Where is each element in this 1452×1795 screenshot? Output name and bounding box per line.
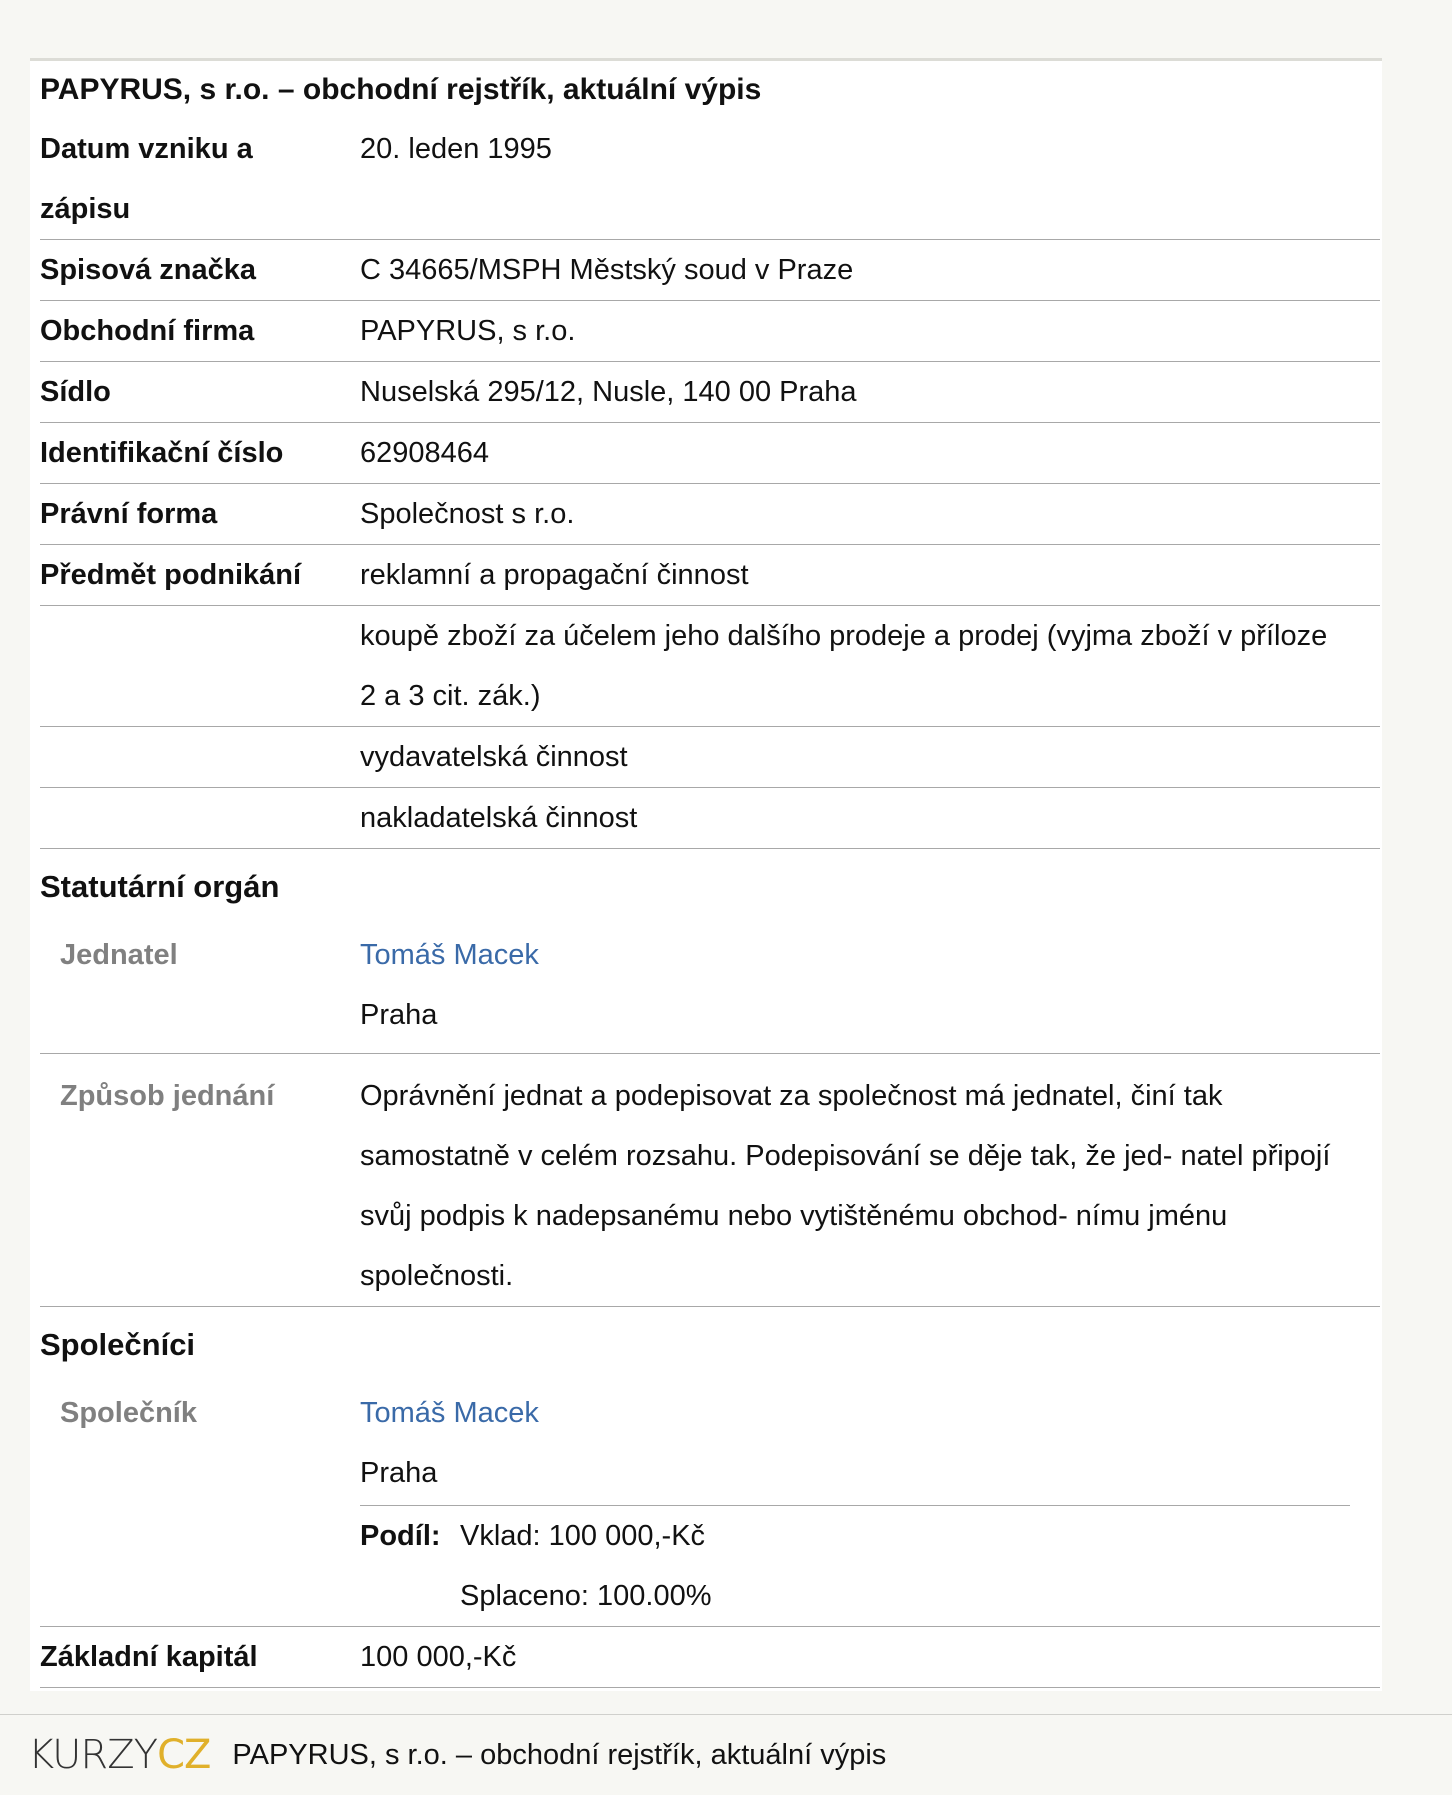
- label-ico: Identifikační číslo: [40, 437, 284, 469]
- zpusob-line: samostatně v celém rozsahu. Podepisování se děje tak, že jed- natel připojí: [360, 1140, 1331, 1172]
- value-obchodni-firma: PAPYRUS, s r.o.: [360, 315, 576, 347]
- podil-values: [460, 1506, 712, 1626]
- row-predmet-4: [40, 788, 1380, 849]
- podil-vklad: Vklad: 100 000,-Kč: [460, 1520, 706, 1552]
- label-jednatel: Jednatel: [60, 939, 178, 971]
- value-spisova-znacka: C 34665/MSPH Městský soud v Praze: [360, 254, 854, 286]
- row-zpusob-jednani: [40, 1054, 1380, 1307]
- value-ico: 62908464: [360, 437, 490, 469]
- spolecnik-name-link[interactable]: Tomáš Macek: [360, 1397, 539, 1429]
- value-predmet-line: 2 a 3 cit. zák.): [360, 680, 541, 712]
- value-datum-vzniku: 20. leden 1995: [360, 133, 552, 165]
- label-datum-vzniku: [40, 119, 360, 239]
- label-predmet-podnikani: Předmět podnikání: [40, 559, 302, 591]
- value-predmet-item: nakladatelská činnost: [360, 802, 638, 834]
- row-predmet-1: [40, 545, 1380, 606]
- value-spolecnik: [360, 1383, 1380, 1626]
- label-sidlo: Sídlo: [40, 376, 111, 408]
- label-empty: [40, 606, 360, 726]
- value-predmet-item: reklamní a propagační činnost: [360, 559, 749, 591]
- label-datum-line2: zápisu: [40, 193, 131, 225]
- zpusob-line: společnosti.: [360, 1260, 514, 1292]
- podil-splaceno: Splaceno: 100.00%: [460, 1580, 712, 1612]
- value-jednatel: [360, 925, 1380, 1053]
- footer-title: PAPYRUS, s r.o. – obchodní rejstřík, aktuální výpis: [232, 1738, 887, 1771]
- zpusob-line: svůj podpis k nadepsanému nebo vytištěnému obchod- nímu jménu: [360, 1200, 1228, 1232]
- kurzy-cz-logo[interactable]: [28, 1732, 210, 1778]
- label-empty: [40, 788, 360, 848]
- value-predmet-line: koupě zboží za účelem jeho dalšího prodeje a prodej (vyjma zboží v příloze: [360, 620, 1328, 652]
- podil-block: [360, 1505, 1350, 1626]
- cut-off-text-remnant: [360, 48, 780, 54]
- register-extract-sheet: [30, 58, 1382, 1691]
- row-obchodni-firma: [40, 301, 1380, 362]
- page-title: PAPYRUS, s r.o. – obchodní rejstřík, aktuální výpis: [40, 73, 762, 106]
- logo-part-kurzy: KURZY: [28, 1732, 158, 1778]
- register-extract-content: [40, 61, 1380, 1688]
- row-pravni-forma: [40, 484, 1380, 545]
- section-title-spolecnici: Společníci: [40, 1327, 196, 1362]
- value-sidlo: Nuselská 295/12, Nusle, 140 00 Praha: [360, 376, 857, 408]
- zpusob-line: Oprávnění jednat a podepisovat za společnost má jednatel, činí tak: [360, 1080, 1223, 1112]
- label-zpusob-jednani: Způsob jednání: [60, 1080, 275, 1112]
- label-spolecnik: Společník: [60, 1397, 197, 1429]
- value-predmet-item: [360, 606, 1380, 726]
- row-datum-vzniku: [40, 119, 1380, 240]
- jednatel-city: Praha: [360, 999, 438, 1031]
- value-predmet-item: vydavatelská činnost: [360, 741, 628, 773]
- row-predmet-2: [40, 606, 1380, 727]
- row-jednatel: [40, 925, 1380, 1054]
- row-sidlo: [40, 362, 1380, 423]
- row-spisova-znacka: [40, 240, 1380, 301]
- value-zakladni-kapital: 100 000,-Kč: [360, 1641, 517, 1673]
- row-ico: [40, 423, 1380, 484]
- label-obchodni-firma: Obchodní firma: [40, 315, 255, 347]
- label-datum-line1: Datum vzniku a: [40, 133, 253, 165]
- value-zpusob-jednani: [360, 1066, 1380, 1306]
- section-title-statutarni-organ: Statutární orgán: [40, 869, 280, 904]
- row-predmet-3: [40, 727, 1380, 788]
- label-spisova-znacka: Spisová značka: [40, 254, 256, 286]
- label-empty: [40, 727, 360, 787]
- row-zakladni-kapital: [40, 1627, 1380, 1688]
- footer-bar: [0, 1714, 1452, 1795]
- spolecnik-city: Praha: [360, 1457, 438, 1489]
- label-pravni-forma: Právní forma: [40, 498, 218, 530]
- value-pravni-forma: Společnost s r.o.: [360, 498, 575, 530]
- jednatel-name-link[interactable]: Tomáš Macek: [360, 939, 539, 971]
- podil-label: Podíl:: [360, 1520, 441, 1552]
- label-zakladni-kapital: Základní kapitál: [40, 1641, 258, 1673]
- row-spolecnik: [40, 1383, 1380, 1627]
- logo-part-cz: CZ: [157, 1732, 211, 1778]
